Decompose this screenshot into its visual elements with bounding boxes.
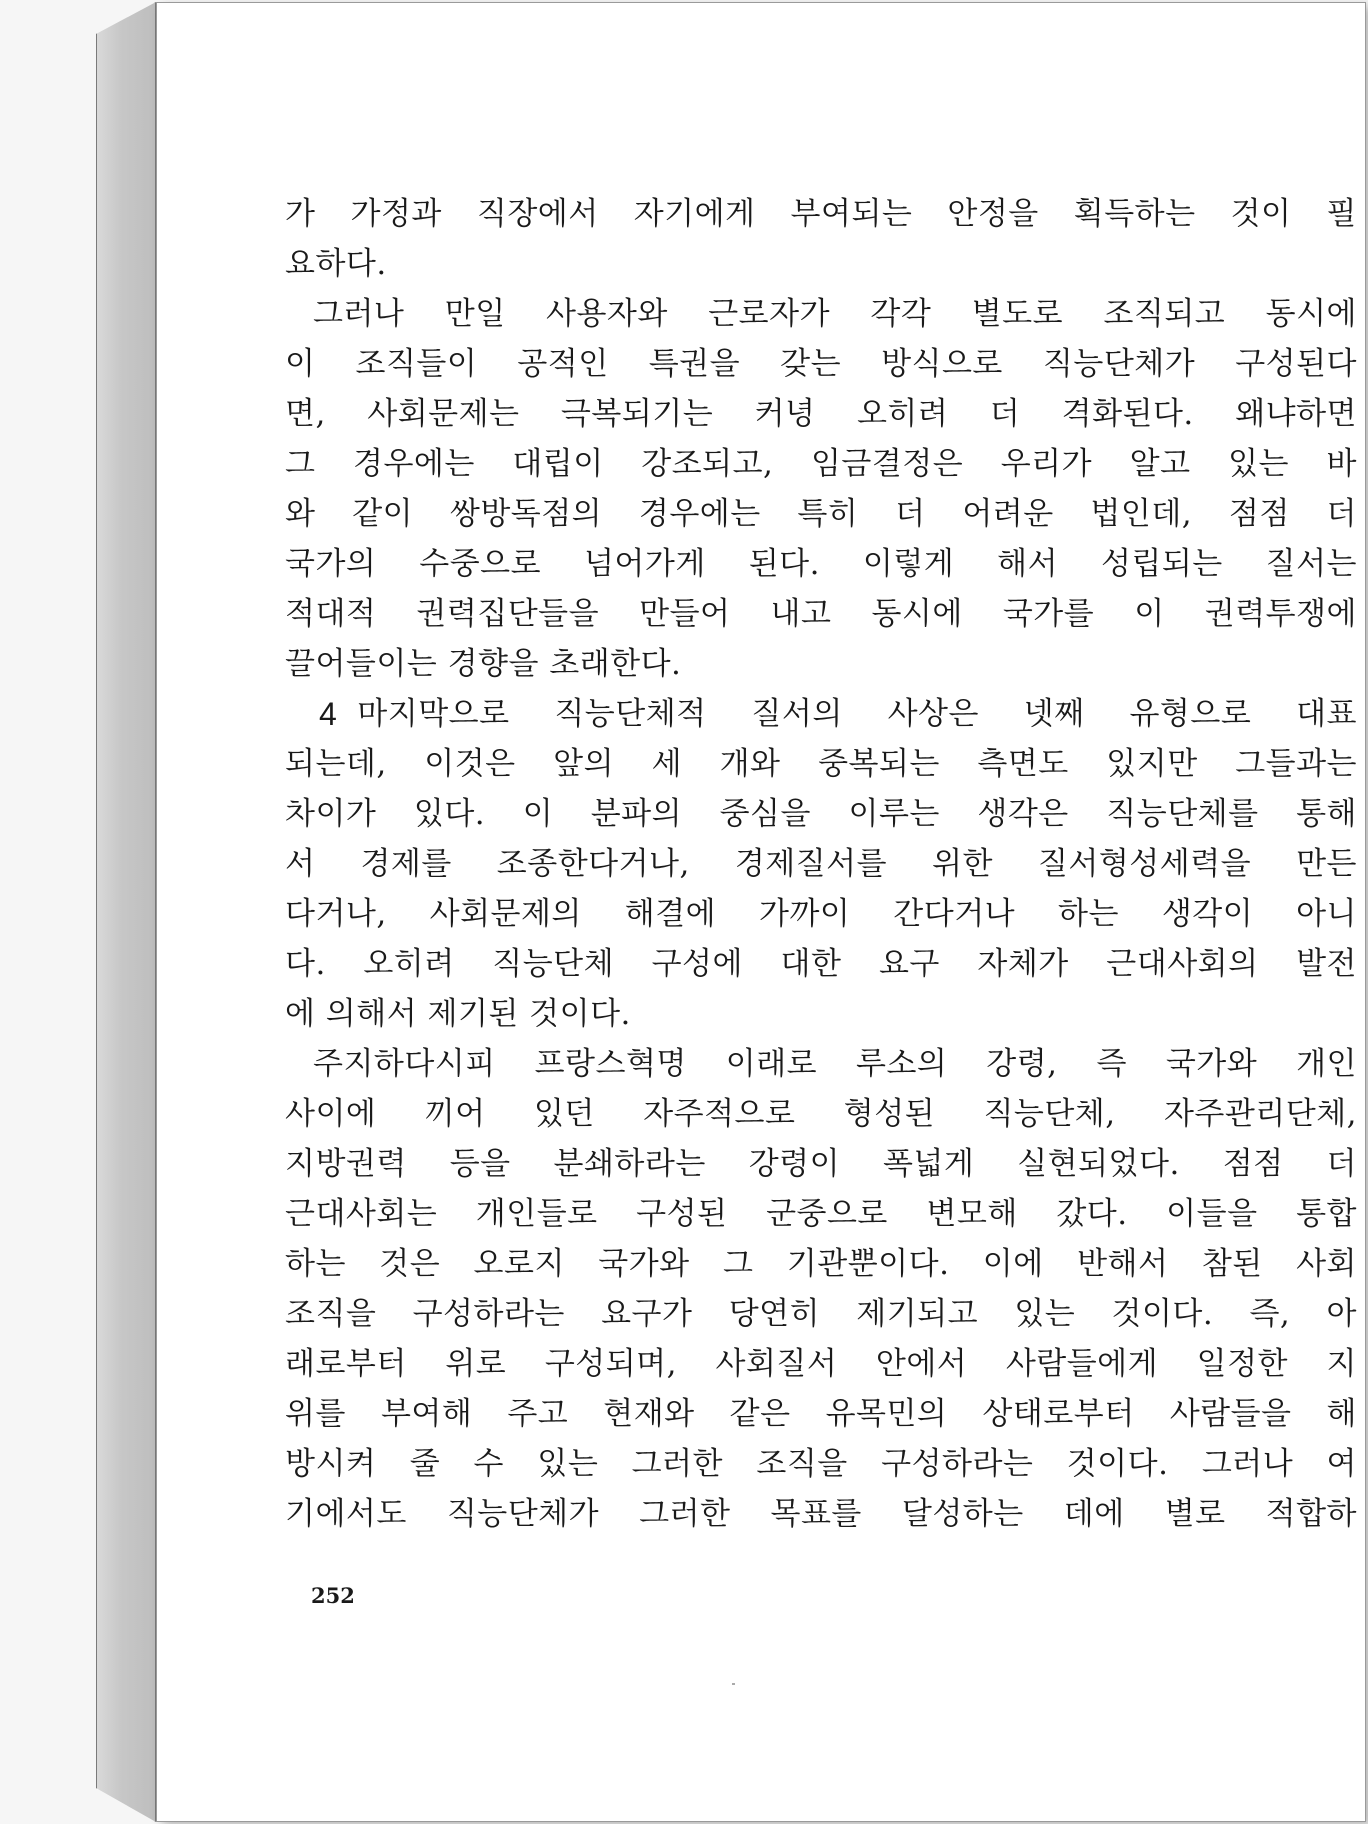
page-number: 252 [311, 1583, 355, 1608]
section-number: 4 [319, 696, 338, 732]
text-line: 기에서도 직능단체가 그러한 목표를 달성하는 데에 별로 적합하 [285, 1496, 1357, 1532]
text-line: 되는데, 이것은 앞의 세 개와 중복되는 측면도 있지만 그들과는 [285, 746, 1357, 782]
text-line: 그러나 만일 사용자와 근로자가 각각 별도로 조직되고 동시에 [313, 296, 1357, 332]
text-line: 가 가정과 직장에서 자기에게 부여되는 안정을 획득하는 것이 필 [285, 196, 1357, 232]
text-line: 근대사회는 개인들로 구성된 군중으로 변모해 갔다. 이들을 통합 [285, 1196, 1357, 1232]
text-line: 와 같이 쌍방독점의 경우에는 특히 더 어려운 법인데, 점점 더 [285, 496, 1357, 532]
text-line: 하는 것은 오로지 국가와 그 기관뿐이다. 이에 반해서 참된 사회 [285, 1246, 1357, 1282]
text-line: 차이가 있다. 이 분파의 중심을 이루는 생각은 직능단체를 통해 [285, 796, 1357, 832]
text-line: 주지하다시피 프랑스혁명 이래로 루소의 강령, 즉 국가와 개인 [313, 1046, 1357, 1082]
scan-speck [732, 1683, 735, 1685]
text-line: 국가의 수중으로 넘어가게 된다. 이렇게 해서 성립되는 질서는 [285, 546, 1357, 582]
page-body-text [285, 189, 1357, 1539]
text-line: 사이에 끼어 있던 자주적으로 형성된 직능단체, 자주관리단체, [285, 1096, 1357, 1132]
text-line: 요하다. [285, 246, 387, 282]
text-line: 다. 오히려 직능단체 구성에 대한 요구 자체가 근대사회의 발전 [285, 946, 1357, 982]
text-line: 래로부터 위로 구성되며, 사회질서 안에서 사람들에게 일정한 지 [285, 1346, 1357, 1382]
text-line: 적대적 권력집단들을 만들어 내고 동시에 국가를 이 권력투쟁에 [285, 596, 1357, 632]
text-line: 에 의해서 제기된 것이다. [285, 996, 631, 1032]
section-line [285, 689, 1357, 739]
text-line: 이 조직들이 공적인 특권을 갖는 방식으로 직능단체가 구성된다 [285, 346, 1357, 382]
text-line: 지방권력 등을 분쇄하라는 강령이 폭넓게 실현되었다. 점점 더 [285, 1146, 1357, 1182]
text-line: 방시켜 줄 수 있는 그러한 조직을 구성하라는 것이다. 그러나 여 [285, 1446, 1357, 1482]
book-page [156, 2, 1366, 1822]
text-line: 면, 사회문제는 극복되기는 커녕 오히려 더 격화된다. 왜냐하면 [285, 396, 1357, 432]
book-spine-edge [96, 2, 156, 1822]
text-line: 그 경우에는 대립이 강조되고, 임금결정은 우리가 알고 있는 바 [285, 446, 1357, 482]
text-line: 위를 부여해 주고 현재와 같은 유목민의 상태로부터 사람들을 해 [285, 1396, 1357, 1432]
text-line: 끌어들이는 경향을 초래한다. [285, 646, 682, 682]
text-line: 마지막으로 직능단체적 질서의 사상은 넷째 유형으로 대표 [357, 696, 1357, 732]
text-line: 다거나, 사회문제의 해결에 가까이 간다거나 하는 생각이 아니 [285, 896, 1357, 932]
text-line: 조직을 구성하라는 요구가 당연히 제기되고 있는 것이다. 즉, 아 [285, 1296, 1357, 1332]
text-line: 서 경제를 조종한다거나, 경제질서를 위한 질서형성세력을 만든 [285, 846, 1357, 882]
